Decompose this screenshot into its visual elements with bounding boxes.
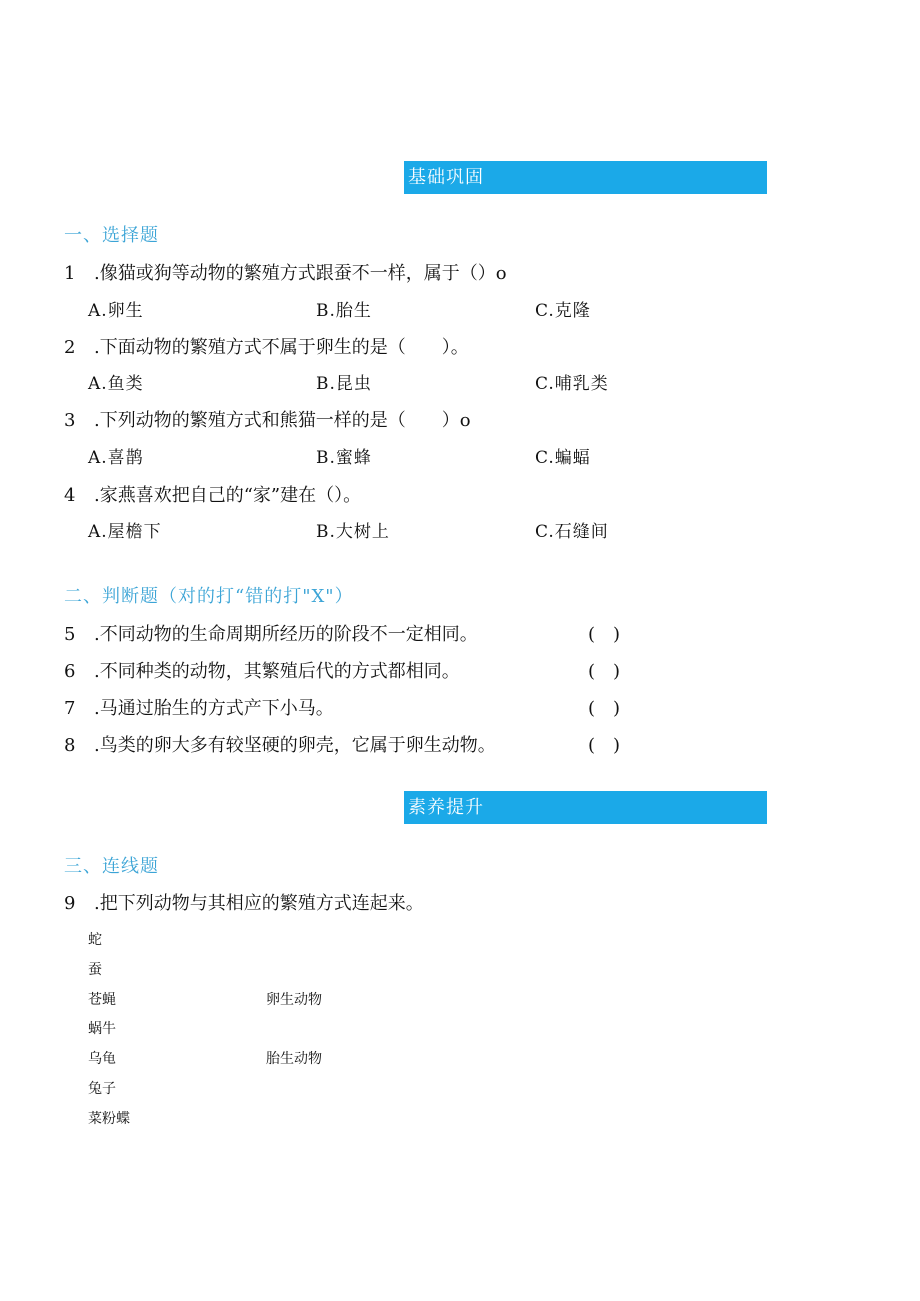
question-number: 3: [64, 410, 76, 431]
option-c: C.哺乳类: [535, 374, 609, 394]
option-c: C.石缝间: [535, 522, 609, 542]
question-5: [64, 620, 478, 646]
question-2: [64, 333, 469, 359]
method-item[interactable]: 胎生动物: [266, 1051, 322, 1067]
section-banner-improve: 素养提升: [404, 791, 767, 824]
option-a: A.喜鹊: [88, 448, 144, 468]
section-title-choice: 一、选择题: [64, 225, 159, 246]
question-6: [64, 657, 460, 683]
answer-parentheses: ( ): [588, 624, 621, 645]
question-number: 6: [64, 661, 76, 682]
question-number: 2: [64, 337, 76, 358]
answer-parentheses: ( ): [588, 661, 621, 682]
question-8: [64, 731, 496, 757]
animal-item[interactable]: 兔子: [88, 1081, 116, 1097]
question-text: .马通过胎生的方式产下小马。: [94, 698, 334, 719]
question-number: 1: [64, 263, 76, 284]
animal-item[interactable]: 蚕: [88, 962, 102, 978]
option-a: A.卵生: [88, 301, 144, 321]
question-number: 9: [64, 893, 76, 914]
answer-parentheses: ( ): [588, 735, 621, 756]
question-1: [64, 259, 507, 285]
question-text: .把下列动物与其相应的繁殖方式连起来。: [94, 893, 424, 914]
question-text: .鸟类的卵大多有较坚硬的卵壳，它属于卵生动物。: [94, 735, 496, 756]
section-title-match: 三、连线题: [64, 856, 159, 877]
option-c: C.克隆: [535, 301, 591, 321]
section-title-judge: 二、判断题（对的打“错的打"X"）: [64, 586, 354, 607]
animal-item[interactable]: 乌龟: [88, 1051, 116, 1067]
animal-item[interactable]: 菜粉蝶: [88, 1111, 130, 1127]
question-number: 8: [64, 735, 76, 756]
animal-item[interactable]: 蛇: [88, 932, 102, 948]
option-b: B.蜜蜂: [316, 448, 372, 468]
section-banner-basic: 基础巩固: [404, 161, 767, 194]
question-text: .下面动物的繁殖方式不属于卵生的是（ ）。: [94, 337, 469, 358]
animal-item[interactable]: 蜗牛: [88, 1021, 116, 1037]
option-b: B.胎生: [316, 301, 372, 321]
question-text: .像猫或狗等动物的繁殖方式跟蚕不一样，属于（）o: [94, 263, 507, 284]
method-item[interactable]: 卵生动物: [266, 992, 322, 1008]
question-number: 4: [64, 485, 76, 506]
question-text: .不同动物的生命周期所经历的阶段不一定相同。: [94, 624, 478, 645]
question-number: 7: [64, 698, 76, 719]
animal-item[interactable]: 苍蝇: [88, 992, 116, 1008]
question-3: [64, 406, 471, 432]
question-number: 5: [64, 624, 76, 645]
question-9: [64, 889, 424, 915]
question-text: .不同种类的动物，其繁殖后代的方式都相同。: [94, 661, 460, 682]
option-a: A.屋檐下: [88, 522, 162, 542]
question-text: .下列动物的繁殖方式和熊猫一样的是（ ）o: [94, 410, 471, 431]
question-4: [64, 481, 361, 507]
option-c: C.蝙蝠: [535, 448, 591, 468]
option-b: B.大树上: [316, 522, 390, 542]
question-text: .家燕喜欢把自己的“家”建在（）。: [94, 485, 362, 506]
question-7: [64, 694, 334, 720]
option-a: A.鱼类: [88, 374, 144, 394]
option-b: B.昆虫: [316, 374, 372, 394]
answer-parentheses: ( ): [588, 698, 621, 719]
